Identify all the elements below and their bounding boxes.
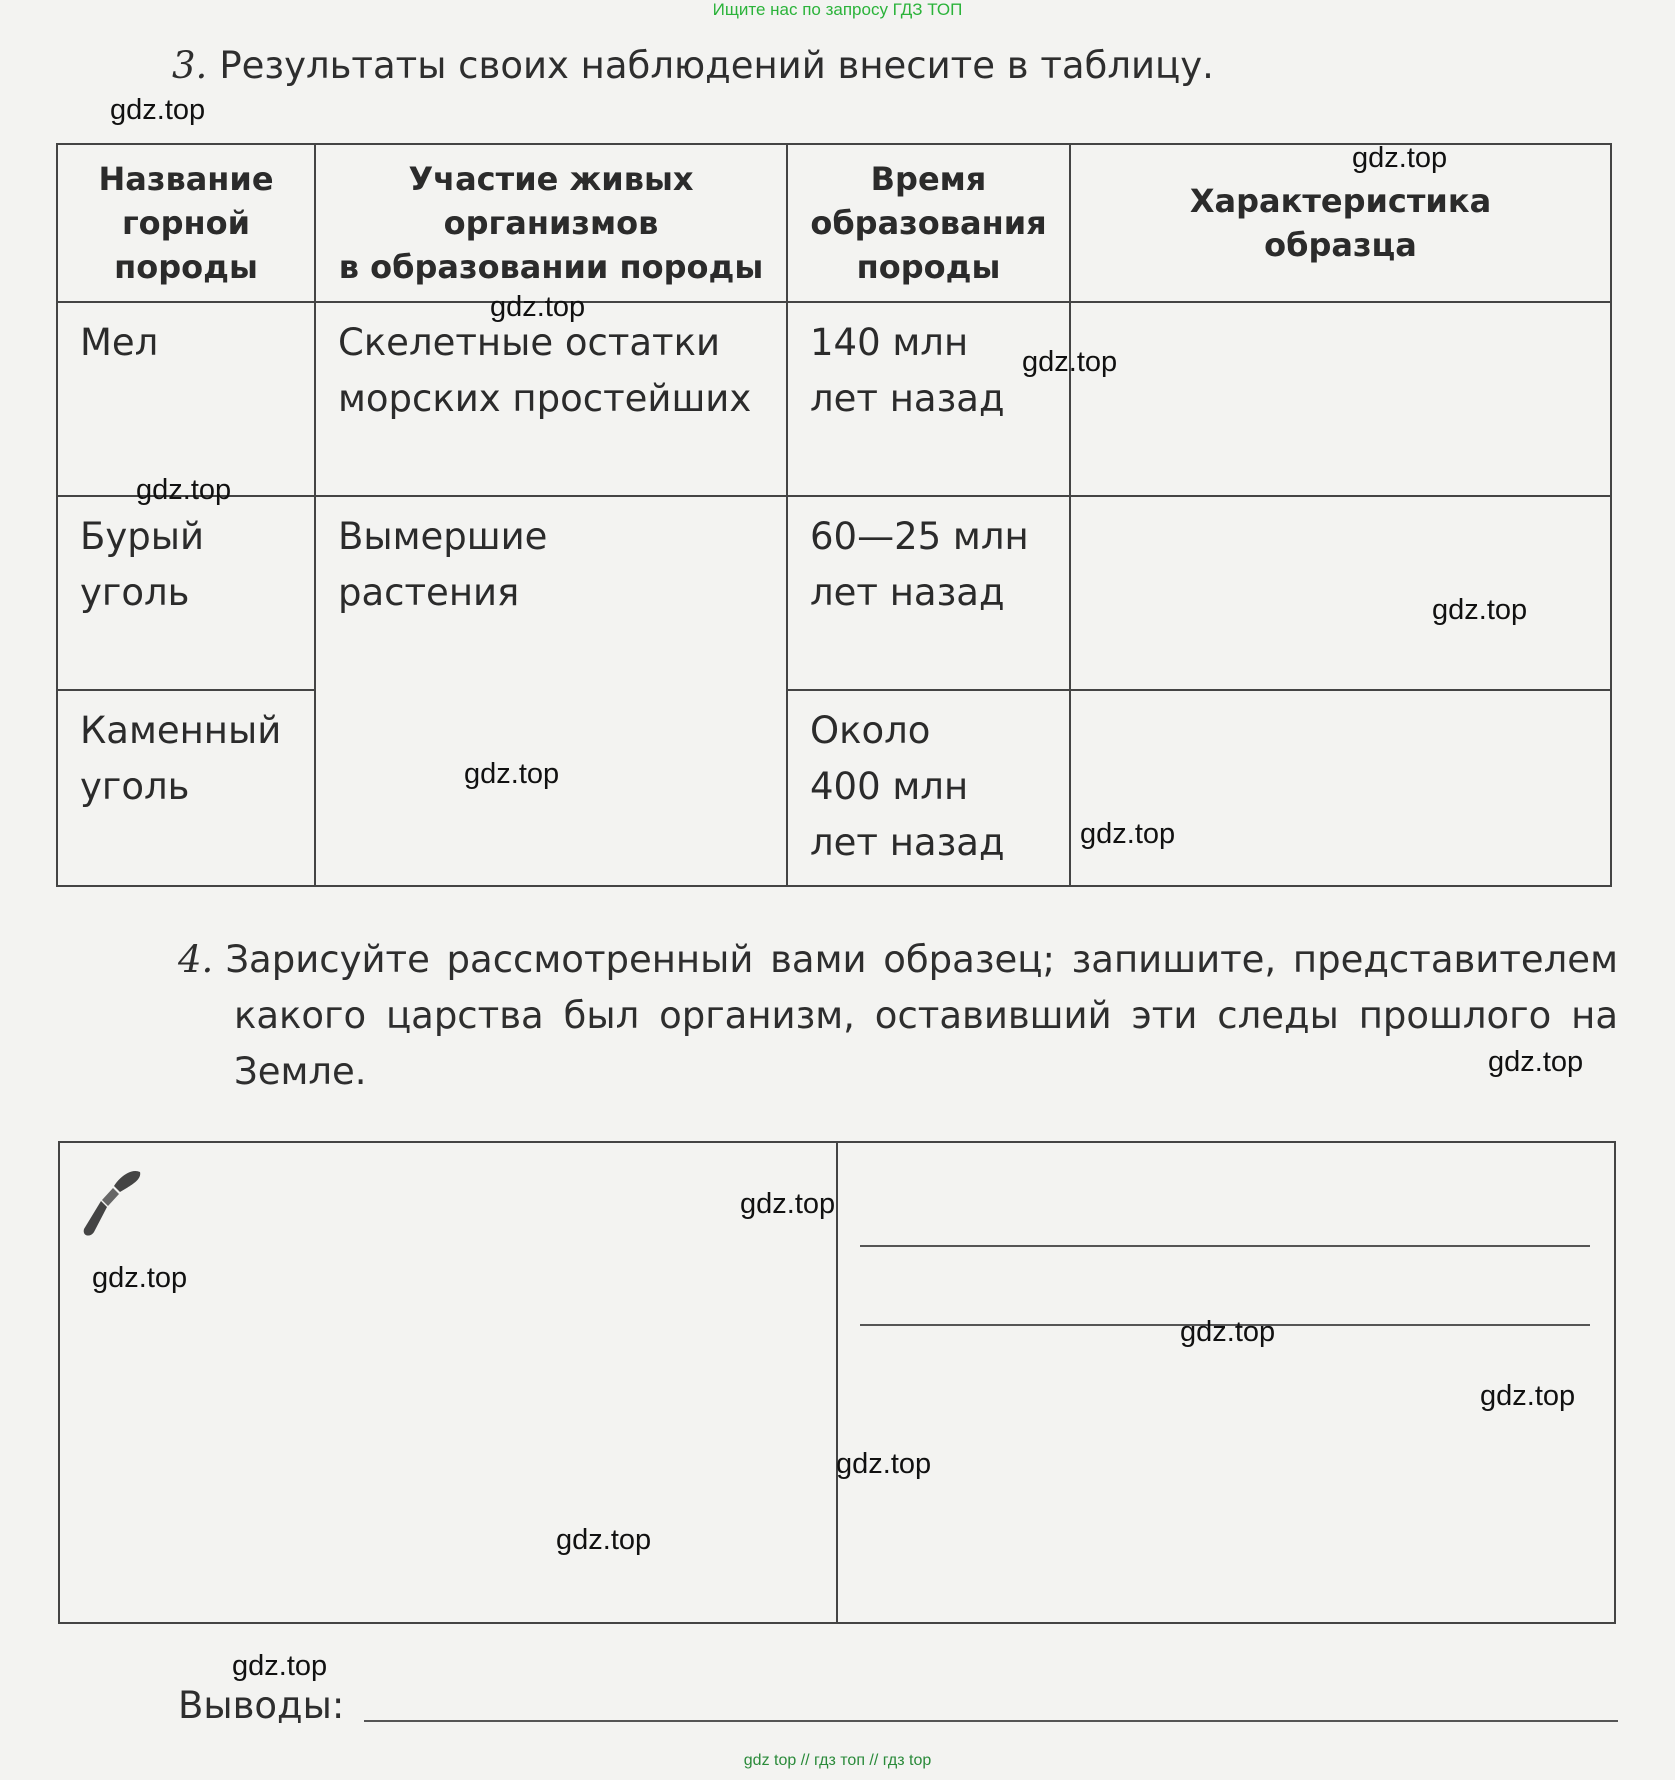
watermark: gdz.top (740, 1188, 836, 1220)
watermark: gdz.top (1080, 818, 1176, 850)
writing-line (860, 1245, 1590, 1247)
cell-time[interactable] (787, 302, 1070, 496)
watermark: gdz.top (1488, 1046, 1584, 1078)
header-line: Название (98, 160, 274, 198)
cell-line: Бурый (80, 515, 205, 558)
cell-characteristics[interactable] (1070, 496, 1611, 690)
watermark: gdz.top (464, 758, 560, 790)
cell-line: лет назад (810, 821, 1005, 864)
cell-organisms[interactable] (315, 302, 787, 496)
header-time (787, 144, 1070, 302)
header-rock-name (57, 144, 315, 302)
header-line: образца (1264, 226, 1417, 264)
cell-characteristics[interactable] (1070, 690, 1611, 886)
observation-table (56, 143, 1612, 887)
cell-line: Мел (80, 321, 159, 364)
watermark: gdz.top (136, 474, 232, 506)
cell-line: уголь (80, 571, 190, 614)
cell-rock-name[interactable] (57, 496, 315, 690)
task-3-heading (172, 38, 1214, 94)
header-organisms (315, 144, 787, 302)
bottom-banner[interactable]: gdz top // гдз топ // гдз top (743, 1752, 932, 1769)
cell-line: растения (338, 571, 520, 614)
task-3-text: Результаты своих наблюдений внесите в таблицу. (219, 44, 1214, 87)
conclusions-line[interactable] (364, 1720, 1618, 1722)
cell-line: 60—25 млн (810, 515, 1029, 558)
header-line: Время (870, 160, 987, 198)
watermark: gdz.top (92, 1262, 188, 1294)
cell-time[interactable] (787, 690, 1070, 886)
header-line: организмов (443, 204, 659, 242)
header-line: горной (121, 204, 251, 242)
top-banner[interactable]: Ищите нас по запросу ГДЗ ТОП (712, 0, 963, 19)
task-3-number: 3. (172, 44, 208, 87)
watermark: gdz.top (556, 1524, 652, 1556)
watermark: gdz.top (232, 1650, 328, 1682)
cell-organisms[interactable] (315, 496, 787, 886)
cell-time[interactable] (787, 496, 1070, 690)
frame-divider (836, 1141, 838, 1624)
drawing-area[interactable] (58, 1141, 836, 1624)
task-4-number: 4. (178, 938, 214, 981)
brush-icon (80, 1166, 146, 1242)
watermark: gdz.top (1480, 1380, 1576, 1412)
watermark: gdz.top (836, 1448, 932, 1480)
table-row (57, 302, 1611, 496)
task-4-line (178, 932, 1618, 988)
task-4-heading (178, 932, 1618, 1100)
watermark: gdz.top (110, 94, 206, 126)
watermark: gdz.top (1432, 594, 1528, 626)
cell-characteristics[interactable] (1070, 302, 1611, 496)
watermark: gdz.top (490, 291, 586, 323)
conclusions-label: Выводы: (178, 1684, 345, 1727)
cell-line: Скелетные остатки (338, 321, 720, 364)
header-line: Участие живых (408, 160, 694, 198)
task-4-line: Земле. (234, 1050, 367, 1093)
cell-line: Каменный (80, 709, 282, 752)
header-line: образования (810, 204, 1047, 242)
table-row (57, 690, 1611, 886)
header-line: породы (856, 248, 1001, 286)
task-4-line: какого царства был организм, оставивший эти следы прошлого на (234, 994, 1618, 1037)
cell-line: лет назад (810, 377, 1005, 420)
watermark: gdz.top (1180, 1316, 1276, 1348)
header-characteristics (1070, 144, 1611, 302)
header-line: Характеристика (1189, 182, 1492, 220)
cell-line: морских простейших (338, 377, 752, 420)
header-line: породы (114, 248, 258, 286)
cell-rock-name[interactable] (57, 302, 315, 496)
cell-rock-name[interactable] (57, 690, 315, 886)
header-line: в образовании породы (338, 248, 764, 286)
table-row (57, 496, 1611, 690)
cell-line: лет назад (810, 571, 1005, 614)
task-4-text: Зарисуйте рассмотренный вами образец; запишите, представителем (225, 938, 1618, 981)
cell-line: Вымершие (338, 515, 548, 558)
cell-line: Около (810, 709, 931, 752)
cell-line: 140 млн (810, 321, 969, 364)
cell-line: 400 млн (810, 765, 969, 808)
watermark: gdz.top (1022, 346, 1118, 378)
watermark: gdz.top (1352, 142, 1448, 174)
cell-line: уголь (80, 765, 190, 808)
